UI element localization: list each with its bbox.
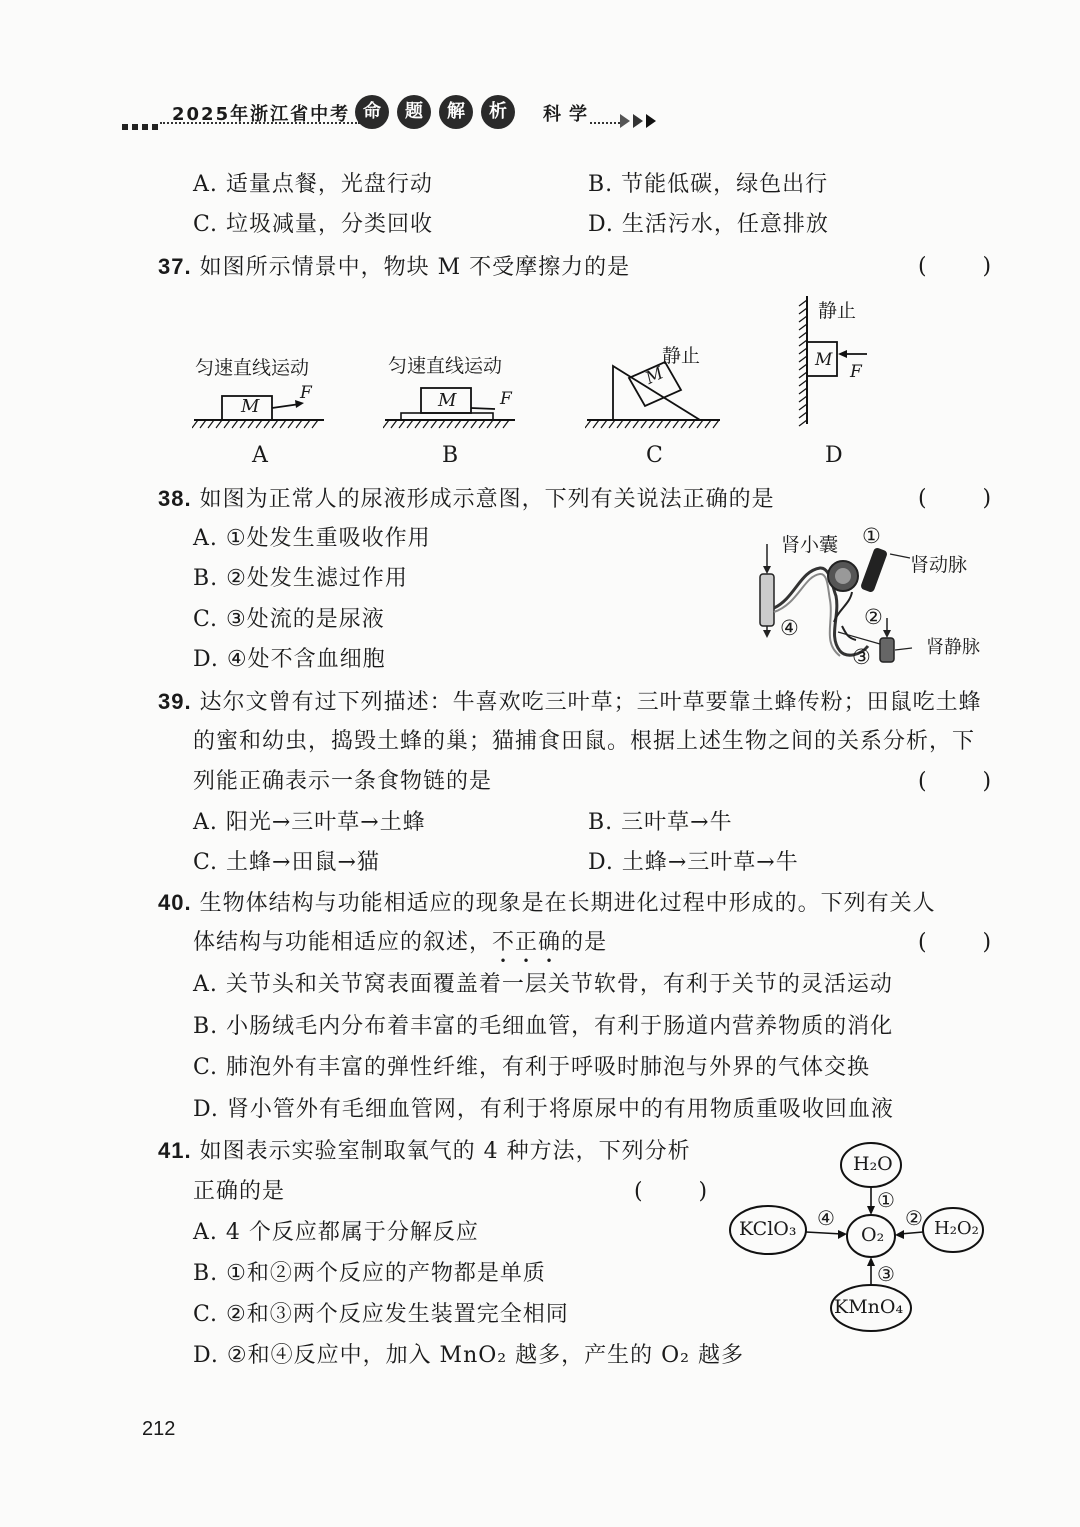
mark-1: ① bbox=[877, 1188, 895, 1212]
kclo3-label: KClO₃ bbox=[739, 1218, 797, 1240]
q37-stem bbox=[158, 252, 630, 283]
answer-paren: ( ) bbox=[918, 254, 992, 279]
q40-option-b: B. 小肠绒毛内分布着丰富的毛细血管，有利于肠道内营养物质的消化 bbox=[193, 1014, 894, 1039]
header-subject: 科学 bbox=[543, 104, 595, 125]
force-label: F bbox=[300, 383, 312, 403]
question-text: 如图所示情景中，物块 M 不受摩擦力的是 bbox=[199, 255, 631, 280]
block-label: M bbox=[815, 350, 833, 370]
q41-option-c: C. ②和③两个反应发生装置完全相同 bbox=[193, 1302, 569, 1327]
q38-option-a: A. ①处发生重吸收作用 bbox=[193, 526, 431, 551]
question-text: 体结构与功能相适应的叙述， bbox=[193, 930, 493, 955]
emphasis-char: 不 bbox=[492, 930, 516, 955]
vein-label: 肾静脉 bbox=[926, 637, 980, 658]
emphasis-char: 确 bbox=[538, 930, 562, 955]
header-badge: 题 bbox=[397, 95, 431, 129]
kmno4-label: KMnO₄ bbox=[834, 1296, 904, 1318]
header-square bbox=[132, 124, 138, 130]
q39-option-d: D. 土蜂→三叶草→牛 bbox=[588, 850, 799, 875]
o2-label: O₂ bbox=[861, 1224, 885, 1246]
page-number: 212 bbox=[142, 1418, 176, 1440]
q39-option-a: A. 阳光→三叶草→土蜂 bbox=[193, 810, 426, 835]
question-text: 生物体结构与功能相适应的现象是在长期进化过程中形成的。下列有关人 bbox=[199, 891, 936, 916]
answer-paren: ( ) bbox=[918, 930, 992, 955]
answer-paren: ( ) bbox=[918, 486, 992, 511]
mark-4: ④ bbox=[817, 1206, 835, 1230]
header-dotted-rule bbox=[590, 122, 620, 124]
q41-option-a: A. 4 个反应都属于分解反应 bbox=[193, 1220, 479, 1245]
q41-stem-line-2: 正确的是 bbox=[193, 1179, 286, 1204]
question-number: 38. bbox=[158, 486, 192, 511]
question-text: 达尔文曾有过下列描述：牛喜欢吃三叶草；三叶草要靠土蜂传粉；田鼠吃土蜂 bbox=[199, 690, 982, 715]
q36-option-d: D. 生活污水，任意排放 bbox=[588, 212, 829, 237]
capsule-label: 肾小囊 bbox=[781, 534, 839, 556]
question-number: 37. bbox=[158, 254, 192, 279]
question-number: 41. bbox=[158, 1138, 192, 1163]
q39-stem-line-3: 列能正确表示一条食物链的是 bbox=[193, 769, 493, 794]
block-label: M bbox=[241, 396, 260, 417]
block-label: M bbox=[438, 390, 457, 411]
q36-option-c: C. 垃圾减量，分类回收 bbox=[193, 212, 434, 237]
header-square bbox=[122, 124, 128, 130]
figure-caption: 匀速直线运动 bbox=[388, 355, 503, 377]
figure-caption: 静止 bbox=[662, 345, 701, 367]
q39-option-b: B. 三叶草→牛 bbox=[588, 810, 733, 835]
question-number: 39. bbox=[158, 689, 192, 714]
mark-2: ② bbox=[905, 1206, 923, 1230]
q38-option-d: D. ④处不含血细胞 bbox=[193, 647, 386, 672]
q40-option-d: D. 肾小管外有毛细血管网，有利于将原尿中的有用物质重吸收回血液 bbox=[193, 1097, 894, 1122]
question-text: 如图表示实验室制取氧气的 4 种方法，下列分析 bbox=[199, 1139, 691, 1164]
force-label: F bbox=[850, 362, 862, 382]
mark-3: ③ bbox=[877, 1262, 895, 1286]
header-badge: 解 bbox=[439, 95, 473, 129]
q41-stem-line-1 bbox=[158, 1136, 691, 1167]
figure-label: B bbox=[442, 443, 459, 468]
mark-2: ② bbox=[864, 605, 883, 629]
q41-option-b: B. ①和②两个反应的产物都是单质 bbox=[193, 1261, 546, 1286]
artery-label: 肾动脉 bbox=[910, 554, 968, 576]
figure-label: C bbox=[646, 443, 663, 468]
q41-option-d: D. ②和④反应中，加入 MnO₂ 越多，产生的 O₂ 越多 bbox=[193, 1343, 744, 1368]
q40-stem-line-2 bbox=[193, 928, 607, 958]
q38-stem bbox=[158, 484, 775, 515]
figure-label: D bbox=[825, 443, 843, 468]
question-text: 的是 bbox=[561, 930, 608, 955]
q36-option-b: B. 节能低碳，绿色出行 bbox=[588, 172, 829, 197]
mark-1: ① bbox=[862, 524, 881, 548]
q36-option-a: A. 适量点餐，光盘行动 bbox=[193, 172, 433, 197]
q39-option-c: C. 土蜂→田鼠→猫 bbox=[193, 850, 380, 875]
figure-label: A bbox=[252, 443, 268, 468]
question-text: 如图为正常人的尿液形成示意图，下列有关说法正确的是 bbox=[199, 487, 775, 512]
h2o-label: H₂O bbox=[853, 1153, 893, 1175]
q39-stem-line-1 bbox=[158, 687, 982, 718]
q38-option-c: C. ③处流的是尿液 bbox=[193, 607, 385, 632]
answer-paren: ( ) bbox=[634, 1179, 708, 1204]
emphasis-char: 正 bbox=[515, 930, 539, 955]
question-number: 40. bbox=[158, 890, 192, 915]
header-badge: 析 bbox=[481, 95, 515, 129]
header-arrows-icon bbox=[620, 112, 660, 130]
figure-caption: 匀速直线运动 bbox=[195, 357, 310, 379]
header-square bbox=[142, 124, 148, 130]
q40-stem-line-1 bbox=[158, 888, 936, 919]
q40-option-c: C. 肺泡外有丰富的弹性纤维，有利于呼吸时肺泡与外界的气体交换 bbox=[193, 1055, 871, 1080]
figure-caption: 静止 bbox=[818, 300, 857, 322]
header-title: 2025年浙江省中考 bbox=[172, 104, 351, 125]
figure-d-drawing bbox=[795, 294, 875, 430]
answer-paren: ( ) bbox=[918, 769, 992, 794]
block-label: M bbox=[642, 363, 667, 389]
mark-3: ③ bbox=[852, 645, 871, 669]
h2o2-label: H₂O₂ bbox=[934, 1218, 979, 1239]
mark-4: ④ bbox=[780, 616, 799, 640]
force-label: F bbox=[500, 389, 512, 409]
header-badge: 命 bbox=[355, 95, 389, 129]
header-square bbox=[152, 124, 158, 130]
q40-option-a: A. 关节头和关节窝表面覆盖着一层关节软骨，有利于关节的灵活运动 bbox=[193, 972, 893, 997]
q39-stem-line-2: 的蜜和幼虫，捣毁土蜂的巢；猫捕食田鼠。根据上述生物之间的关系分析，下 bbox=[193, 729, 976, 754]
q38-option-b: B. ②处发生滤过作用 bbox=[193, 566, 408, 591]
